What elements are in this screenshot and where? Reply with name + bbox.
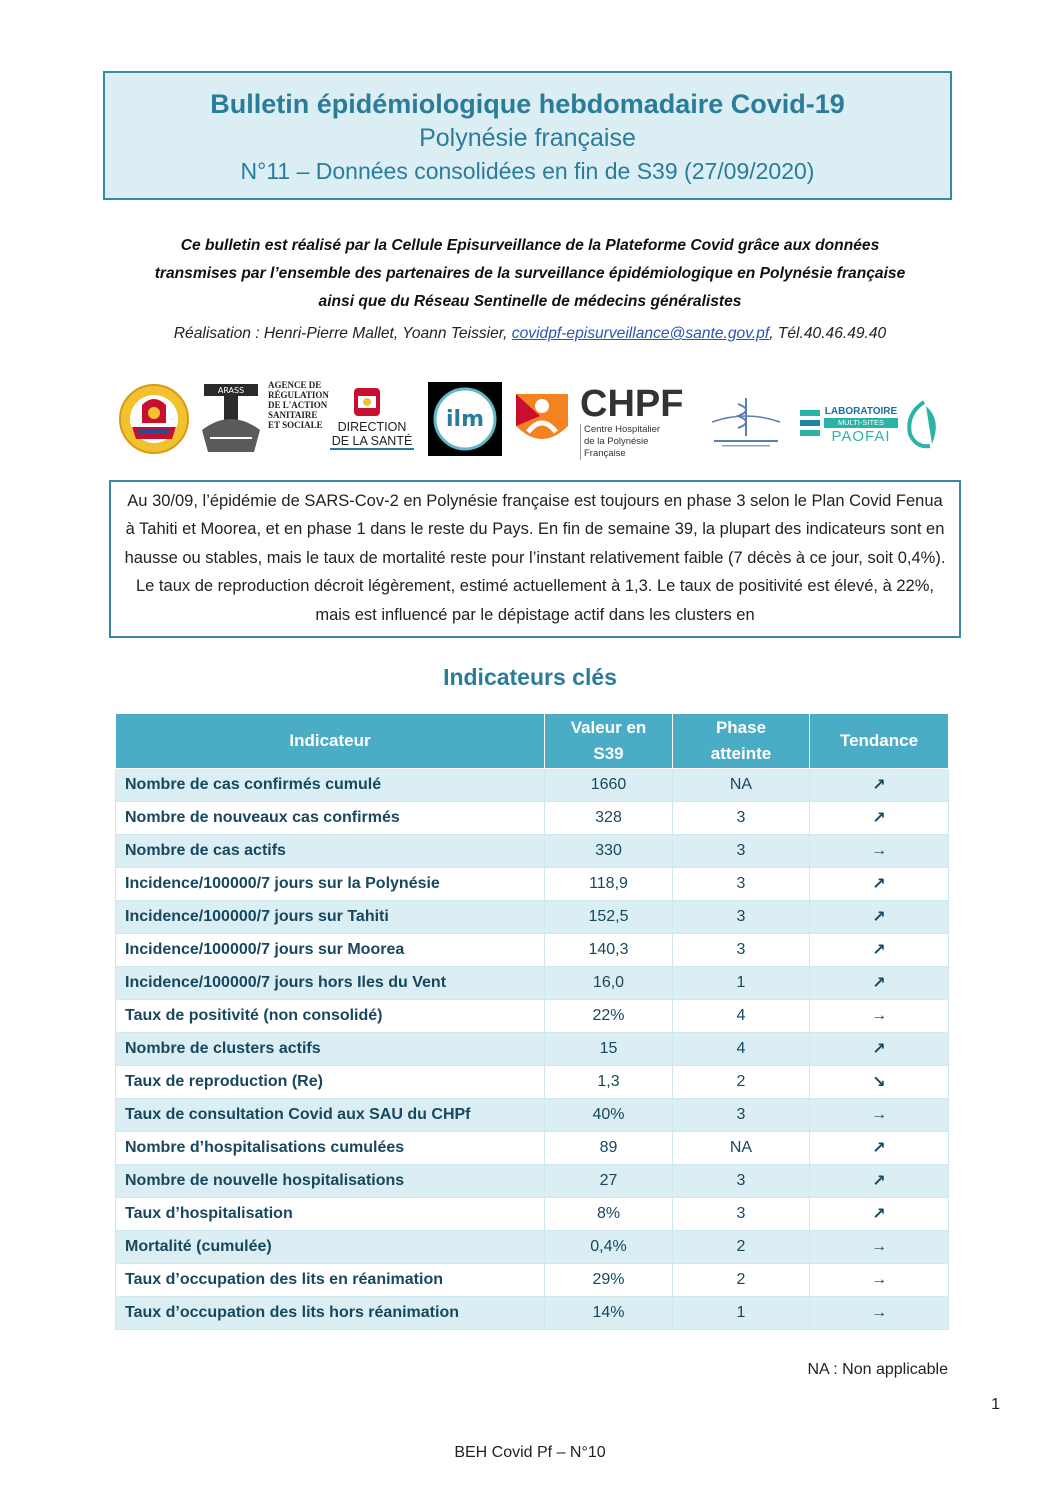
indicator-value: 330 [545,835,673,868]
situation-summary [109,480,961,638]
indicator-value: 89 [545,1132,673,1165]
table-row [116,1033,949,1066]
indicator-value: 0,4% [545,1231,673,1264]
indicator-value: 40% [545,1099,673,1132]
laboratoire-wordmark [824,406,898,445]
trend-arrow-icon: → [810,835,949,868]
indicator-phase: 2 [673,1066,810,1099]
indicator-value: 118,9 [545,868,673,901]
arass-wordmark [268,380,328,430]
arass-emblem-logo [196,378,266,456]
direction-line-2: DE LA SANTÉ [331,434,413,448]
bulletin-issue: N°11 – Données consolidées en fin de S39 (27/09/2020) [240,158,815,184]
indicator-phase: 4 [673,1000,810,1033]
direction-line-1: DIRECTION [337,420,407,434]
trend-arrow-icon: ↗ [810,1165,949,1198]
indicator-label: Incidence/100000/7 jours sur la Polynésie [116,868,545,901]
leaf-emblem [902,398,946,450]
summary-text: Au 30/09, l’épidémie de SARS-Cov-2 en Polynésie française est toujours en phase 3 selon le Plan Covid Fenua à Tahiti et Moorea, et en phase 1 dans le reste du Pays. En fin de semaine 39, la plupart des indicateurs sont en hausse ou stables, mais le taux de mortalité reste pour l’instant relativement faible (7 décès à ce jour, soit 0,4%). Le taux de reproduction décroit légèrement, estimé actuellement à 1,3. Le taux de positivité est élevé, à 22%, mais est influencé par le dépistage actif dans les clusters en [124,492,946,624]
trend-arrow-icon: ↗ [810,967,949,1000]
table-header-row [116,714,949,769]
indicator-phase: 3 [673,1198,810,1231]
laboratoire-emblem [798,408,822,442]
indicator-phase: 3 [673,802,810,835]
chpf-emblem [510,386,574,452]
indicator-value: 15 [545,1033,673,1066]
table-row [116,1165,949,1198]
indicator-value: 1,3 [545,1066,673,1099]
header-phase-line-2: atteinte [710,744,772,763]
table-row [116,901,949,934]
indicator-label: Taux de positivité (non consolidé) [116,1000,545,1033]
table-row [116,1099,949,1132]
header-value-line-2: S39 [593,744,624,763]
indicator-value: 8% [545,1198,673,1231]
intro-paragraph [110,232,950,316]
indicator-label: Nombre de cas confirmés cumulé [116,769,545,802]
trend-arrow-icon: ↗ [810,769,949,802]
table-row [116,1132,949,1165]
chpf-caption-1: Centre Hospitalier [584,424,661,435]
arass-line-5: ET SOCIALE [268,420,323,430]
indicator-label: Taux d’occupation des lits hors réanimation [116,1297,545,1330]
trend-arrow-icon: ↗ [810,1132,949,1165]
arass-line-1: AGENCE DE [268,380,322,390]
indicator-label: Nombre de clusters actifs [116,1033,545,1066]
partner-logos [118,378,948,458]
indicator-label: Mortalité (cumulée) [116,1231,545,1264]
indicator-phase: 3 [673,1099,810,1132]
trend-arrow-icon: → [810,1000,949,1033]
polynesia-emblem-logo [118,383,190,455]
trend-arrow-icon: → [810,1231,949,1264]
indicator-phase: 4 [673,1033,810,1066]
indicator-phase: 2 [673,1264,810,1297]
indicator-phase: NA [673,1132,810,1165]
indicator-phase: 3 [673,934,810,967]
indicator-label: Nombre de nouvelle hospitalisations [116,1165,545,1198]
table-row [116,1264,949,1297]
lab-line-2: MULTI-SITES [824,418,898,428]
direction-sante-wordmark [330,420,414,450]
key-indicators-table [115,713,949,1330]
section-title-key-indicators: Indicateurs clés [443,664,617,690]
indicator-label: Taux d’hospitalisation [116,1198,545,1231]
indicator-label: Taux de reproduction (Re) [116,1066,545,1099]
trend-arrow-icon: → [810,1297,949,1330]
intro-line-2: transmises par l’ensemble des partenaires de la surveillance épidémiologique en Polynésie française [154,265,906,282]
lab-line-1: LABORATOIRE [824,406,898,417]
indicator-phase: 1 [673,1297,810,1330]
indicator-value: 152,5 [545,901,673,934]
table-row [116,1066,949,1099]
table-row [116,967,949,1000]
intro-line-1: Ce bulletin est réalisé par la Cellule Episurveillance de la Plateforme Covid grâce aux données [180,237,880,254]
indicator-value: 27 [545,1165,673,1198]
ordre-medecins-logo [708,392,784,448]
table-row [116,1000,949,1033]
indicator-label: Nombre d’hospitalisations cumulées [116,1132,545,1165]
bulletin-title: Bulletin épidémiologique hebdomadaire Covid-19 [210,89,845,119]
arass-line-4: SANITAIRE [268,410,318,420]
indicator-value: 140,3 [545,934,673,967]
header-value-line-1: Valeur en [570,718,647,737]
indicator-label: Incidence/100000/7 jours sur Moorea [116,934,545,967]
indicator-phase: 1 [673,967,810,1000]
trend-arrow-icon: ↗ [810,934,949,967]
table-row [116,835,949,868]
header-phase-line-1: Phase [715,718,767,737]
trend-arrow-icon: ↗ [810,1198,949,1231]
table-body [116,769,949,1330]
table-row [116,1198,949,1231]
na-legend: NA : Non applicable [807,1361,948,1378]
header-trend: Tendance [810,714,949,769]
table-row [116,769,949,802]
ilm-logo [428,382,502,456]
arass-line-3: DE L'ACTION [268,400,328,410]
indicator-phase: NA [673,769,810,802]
arass-tag-text: ARASS [217,386,245,395]
indicator-label: Incidence/100000/7 jours sur Tahiti [116,901,545,934]
lab-line-3: PAOFAI [831,428,891,445]
chpf-wordmark [580,384,690,460]
table-row [116,934,949,967]
trend-arrow-icon: ↗ [810,1033,949,1066]
indicator-label: Taux d’occupation des lits en réanimation [116,1264,545,1297]
indicator-label: Incidence/100000/7 jours hors Iles du Vent [116,967,545,1000]
bulletin-header [103,71,952,200]
indicator-phase: 3 [673,868,810,901]
trend-arrow-icon: ↗ [810,901,949,934]
page-number: 1 [991,1396,1000,1413]
credits-line [80,325,980,343]
indicator-phase: 2 [673,1231,810,1264]
header-indicator: Indicateur [116,714,545,769]
indicator-value: 328 [545,802,673,835]
trend-arrow-icon: ↘ [810,1066,949,1099]
indicator-label: Taux de consultation Covid aux SAU du CHPf [116,1099,545,1132]
trend-arrow-icon: ↗ [810,802,949,835]
header-phase [673,714,810,769]
indicator-value: 14% [545,1297,673,1330]
indicator-value: 22% [545,1000,673,1033]
ilm-text: ilm [445,407,485,432]
indicator-label: Nombre de nouveaux cas confirmés [116,802,545,835]
indicator-phase: 3 [673,1165,810,1198]
indicator-value: 16,0 [545,967,673,1000]
chpf-caption [580,424,690,460]
indicator-value: 1660 [545,769,673,802]
trend-arrow-icon: → [810,1099,949,1132]
table-row [116,868,949,901]
indicator-label: Nombre de cas actifs [116,835,545,868]
trend-arrow-icon: → [810,1264,949,1297]
table-row [116,1231,949,1264]
bulletin-subtitle: Polynésie française [419,124,636,152]
indicator-value: 29% [545,1264,673,1297]
indicator-phase: 3 [673,835,810,868]
trend-arrow-icon: ↗ [810,868,949,901]
arass-line-2: RÉGULATION [268,390,329,400]
page-footer: BEH Covid Pf – N°10 [454,1444,606,1461]
indicator-phase: 3 [673,901,810,934]
direction-sante-emblem [352,386,382,418]
credits-authors: Réalisation : Henri-Pierre Mallet, Yoann Teissier, [173,325,512,342]
contact-email-link[interactable]: covidpf-episurveillance@sante.gov.pf [511,325,770,342]
header-value [545,714,673,769]
intro-line-3: ainsi que du Réseau Sentinelle de médecins généralistes [318,293,742,310]
chpf-text: CHPF [580,383,684,425]
table-row [116,802,949,835]
table-row [116,1297,949,1330]
credits-phone: , Tél.40.46.49.40 [769,325,887,342]
chpf-caption-2: de la Polynésie Française [584,436,649,459]
